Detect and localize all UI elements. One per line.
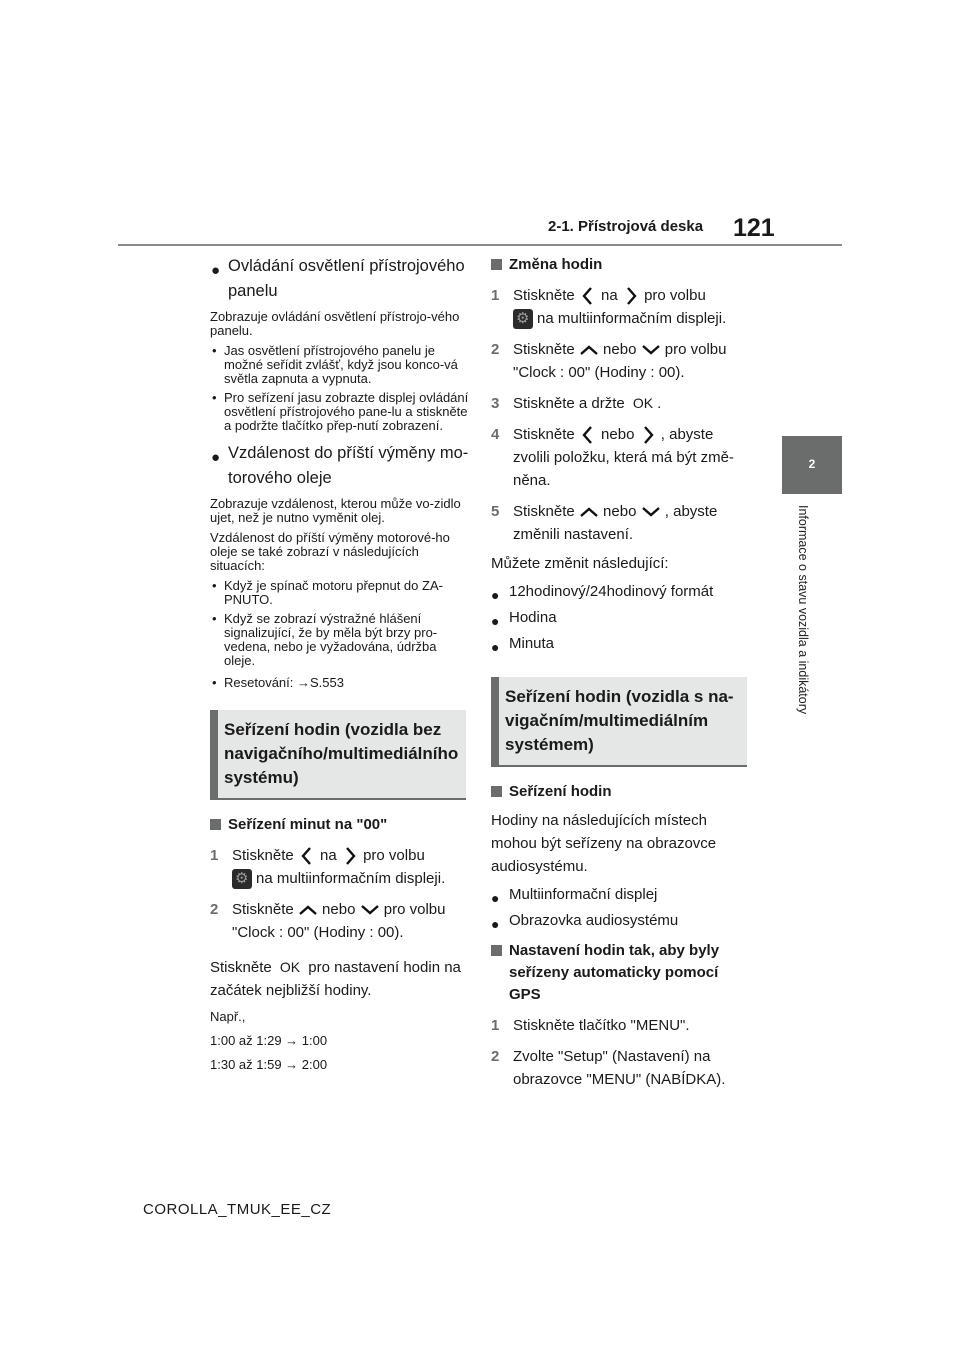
paragraph: Hodiny na následujících místech mohou být seřízeny na obrazovce audiosystému.: [491, 812, 717, 875]
list-item: • Jas osvětlení přístrojového panelu je možné seřídit zvlášť, když jsou konco-vá světla zapnuta a vypnuta.: [212, 343, 458, 386]
chevron-down-icon: [360, 903, 380, 917]
text: Zobrazuje ovládání osvětlení přístrojo-vého panelu.: [210, 309, 460, 338]
chevron-right-icon: [639, 425, 657, 445]
page-number: 121: [733, 214, 775, 242]
ok-icon: OK: [279, 959, 301, 975]
chevron-right-icon: [341, 846, 359, 866]
text: 1:00 až 1:29 → 1:00: [210, 1033, 328, 1048]
square-heading: Seřízení hodin: [491, 781, 751, 803]
paragraph: Stiskněte OK pro nastavení hodin na začátek nejbližší hodiny.: [210, 956, 470, 1002]
step-5: 5 Stiskněte nebo , abyste změnili nastavení.: [491, 503, 718, 543]
list-item: ● 12hodinový/24hodinový formát: [491, 583, 714, 603]
step-2: 2 Stiskněte nebo pro volbu "Clock : 00" (Hodiny : 00).: [491, 341, 727, 381]
section-heading-box: Seřízení hodin (vozidla s na-vigačním/multimediálním systémem): [491, 677, 747, 767]
square-heading: Nastavení hodin tak, aby byly seřízeny automaticky pomocí GPS: [491, 940, 751, 1006]
list-item: • Resetování: →S.553: [212, 675, 344, 690]
text: Vzdálenost do příští výměny motorové-ho oleje se také zobrazí v následujících situacích:: [210, 530, 450, 573]
square-heading: Seřízení minut na "00": [210, 814, 470, 836]
chapter-tab: [782, 436, 842, 494]
step-1: 1 Stiskněte tlačítko "MENU".: [491, 1017, 690, 1034]
footer-code: COROLLA_TMUK_EE_CZ: [143, 1201, 332, 1218]
section-heading-box: Seřízení hodin (vozidla bez navigačního/multimediálního systému): [210, 710, 466, 800]
chevron-up-icon: [298, 903, 318, 917]
chevron-down-icon: [641, 505, 661, 519]
step-1: 1 Stiskněte na pro volbu ⚙na multiinformačním displeji.: [210, 844, 470, 890]
gear-icon: [513, 309, 533, 329]
text: 1:30 až 1:59 → 2:00: [210, 1057, 328, 1072]
chevron-up-icon: [579, 505, 599, 519]
chapter-number: 2: [808, 457, 816, 471]
chevron-down-icon: [641, 343, 661, 357]
paragraph: Můžete změnit následující:: [491, 555, 669, 572]
right-column: [491, 254, 751, 1097]
list-item: ● Obrazovka audiosystému: [491, 912, 679, 932]
step-2: 2 Zvolte "Setup" (Nastavení) na obrazovce "MENU" (NABÍDKA).: [491, 1048, 726, 1088]
chevron-up-icon: [579, 343, 599, 357]
text: Zobrazuje vzdálenost, kterou může vo-zidlo ujet, než je nutno vyměnit olej.: [210, 496, 461, 525]
bullet-heading-lighting: ● Ovládání osvětlení přístrojového panelu: [211, 257, 465, 300]
square-heading: Změna hodin: [491, 254, 751, 276]
step-4: 4 Stiskněte nebo , abyste zvolili položku, která má být změ-něna.: [491, 426, 734, 489]
chapter-title: Informace o stavu vozidla a indikátory: [796, 505, 810, 715]
chevron-left-icon: [579, 286, 597, 306]
list-item: • Pro seřízení jasu zobrazte displej ovládání osvětlení přístrojového pane-lu a stiskněte a podržte tlačítko přep-nutí zobrazení.: [212, 390, 469, 433]
list-item: ● Hodina: [491, 609, 557, 629]
text: Např.,: [210, 1009, 246, 1024]
ok-icon: OK: [632, 395, 654, 411]
header-rule: [118, 244, 842, 246]
list-item: ● Multiinformační displej: [491, 886, 658, 906]
chevron-left-icon: [579, 425, 597, 445]
chevron-left-icon: [298, 846, 316, 866]
gear-icon: [232, 869, 252, 889]
step-2: 2 Stiskněte nebo pro volbu "Clock : 00" (Hodiny : 00).: [210, 901, 446, 941]
step-1: 1 Stiskněte na pro volbu ⚙na multiinformačním displeji.: [491, 284, 751, 330]
list-item: • Když je spínač motoru přepnut do ZA-PNUTO.: [212, 578, 443, 607]
section-title: 2-1. Přístrojová deska: [548, 218, 704, 235]
chevron-right-icon: [622, 286, 640, 306]
left-column: [210, 254, 470, 1082]
step-3: 3 Stiskněte a držte OK .: [491, 392, 751, 415]
list-item: • Když se zobrazí výstražné hlášení signalizující, že by měla být brzy pro-vedena, nebo je vyžadována, údržba oleje.: [212, 611, 438, 668]
bullet-heading-oil: ● Vzdálenost do příští výměny mo-torového oleje: [211, 444, 469, 487]
list-item: ● Minuta: [491, 635, 555, 655]
